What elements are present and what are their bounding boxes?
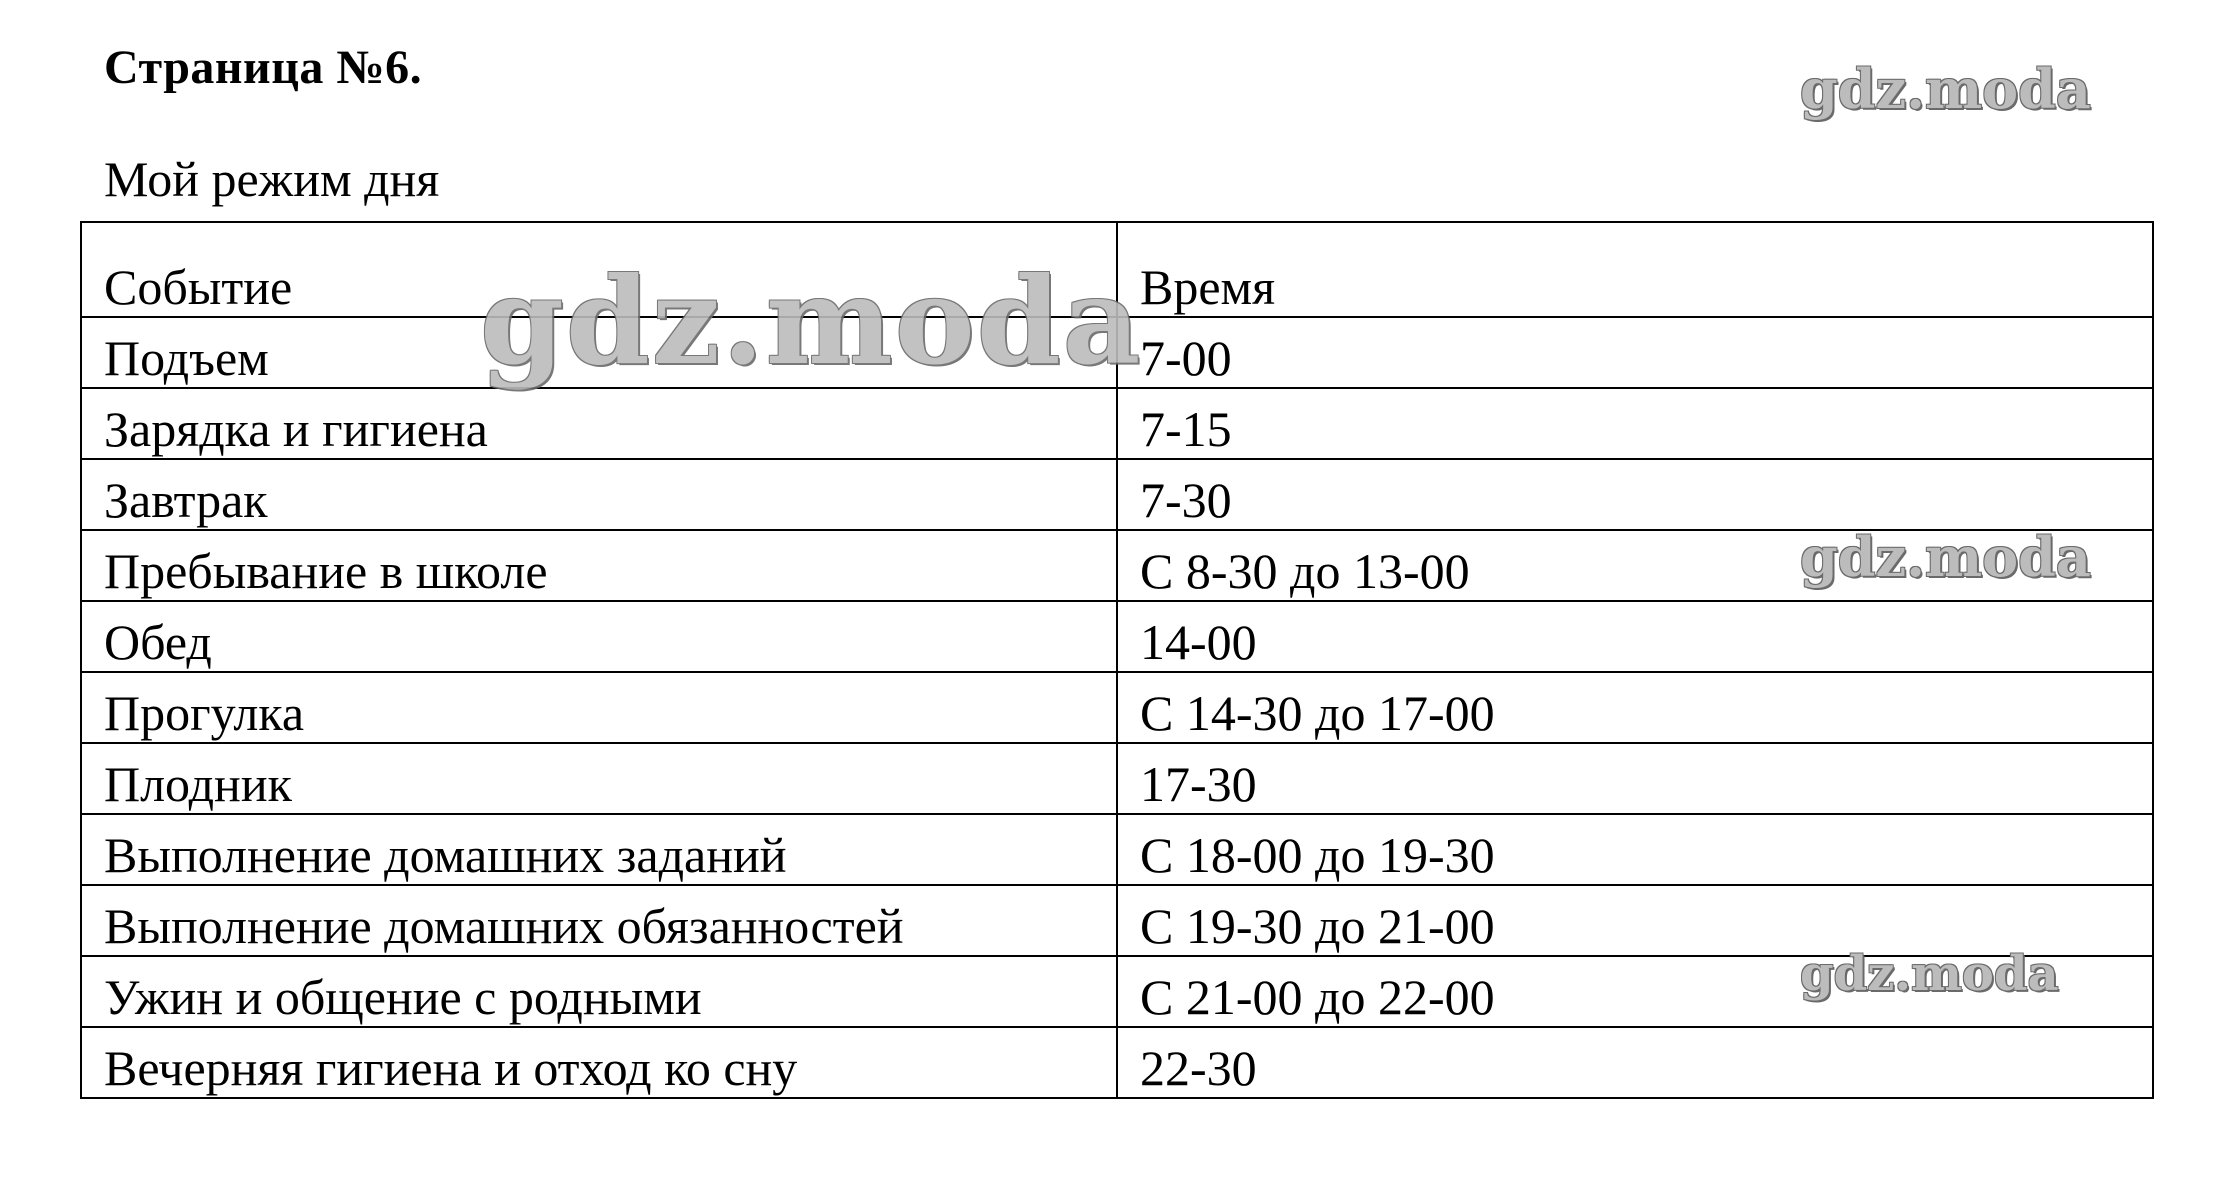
event-cell: Прогулка (81, 672, 1117, 743)
time-cell: 17-30 (1117, 743, 2153, 814)
time-cell: 7-30 (1117, 459, 2153, 530)
time-cell: С 19-30 до 21-00 (1117, 885, 2153, 956)
table-row (81, 885, 2153, 956)
event-cell: Ужин и общение с родными (81, 956, 1117, 1027)
table-row (81, 1027, 2153, 1098)
event-cell: Выполнение домашних обязанностей (81, 885, 1117, 956)
time-cell: С 21-00 до 22-00 (1117, 956, 2153, 1027)
table-row (81, 530, 2153, 601)
page-title: Страница №6. (104, 41, 423, 94)
event-cell: Пребывание в школе (81, 530, 1117, 601)
header-event: Событие (81, 222, 1117, 317)
event-cell: Вечерняя гигиена и отход ко сну (81, 1027, 1117, 1098)
time-cell: С 18-00 до 19-30 (1117, 814, 2153, 885)
table-header-row (81, 222, 2153, 317)
schedule-table (80, 221, 2154, 1099)
event-cell: Подъем (81, 317, 1117, 388)
table-row (81, 672, 2153, 743)
event-cell: Зарядка и гигиена (81, 388, 1117, 459)
event-cell: Выполнение домашних заданий (81, 814, 1117, 885)
watermark: gdz.moda (1800, 946, 2059, 1002)
event-cell: Плодник (81, 743, 1117, 814)
time-cell: 7-15 (1117, 388, 2153, 459)
event-cell: Обед (81, 601, 1117, 672)
time-cell: 7-00 (1117, 317, 2153, 388)
time-cell: С 14-30 до 17-00 (1117, 672, 2153, 743)
table-row (81, 388, 2153, 459)
table-row (81, 956, 2153, 1027)
watermark: gdz.moda (1800, 525, 2091, 589)
time-cell: 22-30 (1117, 1027, 2153, 1098)
time-cell: 14-00 (1117, 601, 2153, 672)
table-row (81, 814, 2153, 885)
watermark: gdz.moda (480, 251, 1143, 392)
header-time: Время (1117, 222, 2153, 317)
event-cell: Завтрак (81, 459, 1117, 530)
time-cell: С 8-30 до 13-00 (1117, 530, 2153, 601)
table-row (81, 459, 2153, 530)
watermark: gdz.moda (1800, 57, 2091, 121)
table-row (81, 601, 2153, 672)
table-row (81, 317, 2153, 388)
page-subtitle: Мой режим дня (104, 151, 440, 207)
table-row (81, 743, 2153, 814)
